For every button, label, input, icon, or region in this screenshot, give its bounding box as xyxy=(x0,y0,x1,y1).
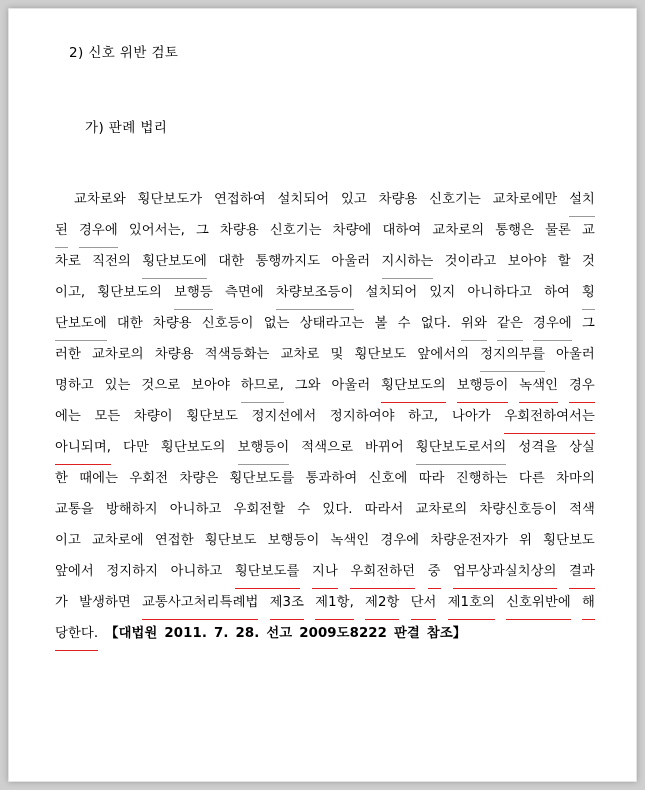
text-segment: 신호에 xyxy=(368,471,408,486)
text-segment: 경우 xyxy=(569,370,595,403)
text-segment: 경우에 xyxy=(380,533,420,548)
document-content xyxy=(55,31,595,649)
text-segment: 수 xyxy=(397,316,411,331)
text-segment: 아울러 xyxy=(331,254,371,269)
paragraph-line xyxy=(55,339,595,370)
text-segment: 연접한 xyxy=(154,533,194,548)
text-segment: 보행등이 xyxy=(238,432,290,465)
paragraph-line xyxy=(55,432,595,463)
text-segment: 보아야 xyxy=(191,378,230,393)
text-segment: 통행은 xyxy=(495,223,535,238)
text-segment: 상실 xyxy=(569,440,595,455)
paragraph-line xyxy=(55,215,595,246)
text-segment: 대한 xyxy=(116,316,143,331)
text-segment: 【대법원 xyxy=(105,626,158,641)
text-segment: 적색 xyxy=(569,502,595,517)
text-segment: 것으로 xyxy=(141,378,181,393)
text-segment: 정지하여야 xyxy=(329,409,395,424)
text-segment: 우회전 xyxy=(129,471,169,486)
text-segment: 것 xyxy=(581,254,595,269)
text-segment: 이고 xyxy=(55,533,81,548)
text-segment: 그와 xyxy=(294,378,321,393)
text-segment: 러한 xyxy=(55,347,81,362)
text-segment: 보행등이 xyxy=(267,533,320,548)
text-segment: 녹색인 xyxy=(519,370,558,403)
paragraph-line xyxy=(55,184,595,215)
text-segment: 교차로 xyxy=(280,347,320,362)
paragraph-line xyxy=(55,277,595,308)
text-segment: 다른 xyxy=(518,471,545,486)
text-segment: 따라 xyxy=(418,471,445,486)
text-segment: 아니하고 xyxy=(169,502,222,517)
text-segment: 우회전하여서는 xyxy=(504,401,595,434)
text-segment: 통과하여 xyxy=(305,471,358,486)
text-segment: 보행등 xyxy=(174,277,213,310)
text-segment: 차량용 xyxy=(154,347,194,362)
text-segment: 보행등이 xyxy=(457,370,509,403)
text-segment: 차마의 xyxy=(556,471,595,486)
text-segment: 해 xyxy=(582,587,595,620)
text-segment: 제1호의 xyxy=(448,587,495,620)
text-segment: 설치 xyxy=(569,184,595,217)
text-segment: 횡단보도 xyxy=(204,533,257,548)
text-segment: 상태라고는 xyxy=(299,316,365,331)
text-segment: 명하고 xyxy=(55,378,94,393)
text-segment: 없다. xyxy=(420,316,451,331)
text-segment: 신호위반에 xyxy=(506,587,571,620)
text-segment: 할 xyxy=(557,254,571,269)
text-segment: 단보도에 xyxy=(55,308,107,341)
text-segment: 횡단보도에 xyxy=(142,246,207,279)
text-segment: 우회전할 xyxy=(233,502,286,517)
text-segment: 업무상과실치상의 xyxy=(453,556,557,589)
paragraph-line xyxy=(55,370,595,401)
text-segment: 교 xyxy=(582,223,595,238)
text-segment: 단서 xyxy=(411,587,437,620)
text-segment: 그 xyxy=(581,316,595,331)
text-segment: 그 xyxy=(196,223,209,238)
text-segment: 설치되어 xyxy=(365,285,418,300)
paragraph-line xyxy=(55,556,595,587)
text-segment: 28. xyxy=(235,626,260,641)
text-segment: 연접하여 xyxy=(213,192,266,207)
text-segment: 차량이 xyxy=(133,409,173,424)
text-segment: 것이라고 xyxy=(444,254,497,269)
heading-section-number: 2) 신호 위반 검토 xyxy=(69,45,179,61)
text-segment: 된 xyxy=(55,215,68,248)
text-segment: 대하여 xyxy=(382,223,422,238)
paragraph-line xyxy=(55,246,595,277)
text-segment: 결과 xyxy=(569,556,595,589)
text-segment: 바뀌어 xyxy=(364,440,404,455)
text-segment: 당한다. xyxy=(55,618,98,651)
text-segment: 다만 xyxy=(123,440,149,455)
text-segment: 중 xyxy=(428,556,441,589)
text-segment: 횡단보도를 xyxy=(235,556,300,589)
text-segment: 적색등화는 xyxy=(204,347,270,362)
text-segment: 있어서는, xyxy=(128,223,185,238)
text-segment: 위 xyxy=(519,533,533,548)
text-segment: 적색으로 xyxy=(301,440,354,455)
text-segment: 및 xyxy=(330,347,344,362)
text-segment: 차량은 xyxy=(179,471,219,486)
paragraph-line xyxy=(55,463,595,494)
text-segment: 수 xyxy=(297,502,311,517)
text-segment: 횡단보도 xyxy=(186,409,239,424)
paragraph-line xyxy=(55,308,595,339)
text-segment: 하므로, xyxy=(241,370,284,403)
paragraph-line xyxy=(55,587,595,618)
text-segment: 차량보조등이 xyxy=(276,277,354,310)
paragraph-line xyxy=(55,525,595,556)
text-segment: 볼 xyxy=(374,316,388,331)
text-segment: 참조】 xyxy=(426,626,467,641)
text-segment: 없는 xyxy=(263,316,290,331)
text-segment: 에는 xyxy=(55,409,81,424)
text-segment: 교차로의 xyxy=(432,223,485,238)
text-segment: 2009도8222 xyxy=(299,626,387,641)
text-segment: 제1항, xyxy=(315,587,354,620)
text-segment: 나아가 xyxy=(451,409,491,424)
text-segment: 때에는 xyxy=(79,471,119,486)
paragraph-line xyxy=(55,618,595,649)
text-segment: 2011. xyxy=(164,626,207,641)
text-segment: 판결 xyxy=(394,626,420,641)
text-segment: 교차로에 xyxy=(91,533,144,548)
text-segment: 신호기는 xyxy=(269,223,322,238)
text-segment: 차량신호등이 xyxy=(479,502,558,517)
text-segment: 있고 xyxy=(340,192,367,207)
text-segment: 설치되어 xyxy=(277,192,330,207)
text-segment: 선고 xyxy=(266,626,293,641)
text-segment: 차량용 xyxy=(378,192,418,207)
paragraph-line xyxy=(55,494,595,525)
text-segment: 물론 xyxy=(545,223,571,238)
text-segment: 정지의무를 xyxy=(480,339,545,372)
text-segment: 횡단보도의 xyxy=(160,440,226,455)
text-segment: 하여 xyxy=(544,285,570,300)
text-segment: 교차로와 xyxy=(74,192,126,207)
text-segment: 성격을 xyxy=(518,440,558,455)
text-segment: 방해하지 xyxy=(105,502,158,517)
text-segment: 가 xyxy=(55,595,68,610)
text-segment: 지나 xyxy=(312,556,338,589)
text-segment: 우회전하던 xyxy=(350,556,415,589)
text-segment: 아울러 xyxy=(331,378,371,393)
text-segment: 보아야 xyxy=(507,254,547,269)
text-segment: 횡단보도의 xyxy=(381,370,446,403)
text-segment: 경우에 xyxy=(533,308,572,341)
document-page xyxy=(8,8,637,782)
text-segment: 차로 xyxy=(55,254,81,269)
text-segment: 대한 xyxy=(218,254,245,269)
text-segment: 신호기는 xyxy=(429,192,481,207)
text-segment: 앞에서 xyxy=(55,564,94,579)
text-segment: 따라서 xyxy=(364,502,404,517)
text-segment: 차량용 xyxy=(219,223,259,238)
text-segment: 횡 xyxy=(582,277,595,310)
text-segment: 있다. xyxy=(322,502,353,517)
paragraph-line xyxy=(55,401,595,432)
text-segment: 모든 xyxy=(94,409,121,424)
text-segment: 같은 xyxy=(497,308,523,341)
text-segment: 횡단보도가 xyxy=(137,192,203,207)
text-segment: 제3조 xyxy=(270,587,304,620)
text-segment: 발생하면 xyxy=(79,595,131,610)
text-segment: 아니되며, xyxy=(55,432,111,465)
text-segment: 횡단보도로서의 xyxy=(416,432,507,465)
text-segment: 진행하는 xyxy=(455,471,508,486)
text-segment: 차량운전자가 xyxy=(430,533,508,548)
text-segment: 제2항 xyxy=(365,587,399,620)
text-segment: 차량에 xyxy=(332,223,372,238)
text-segment: 한 xyxy=(55,471,68,486)
text-segment: 횡단보도 xyxy=(354,347,407,362)
text-segment: 아울러 xyxy=(556,347,595,362)
text-segment: 측면에 xyxy=(224,285,264,300)
text-segment: 신호등이 xyxy=(201,316,254,331)
text-segment: 하고, xyxy=(408,409,439,424)
text-segment: 교통사고처리특례법 xyxy=(142,587,259,620)
text-segment: 교차로의 xyxy=(415,502,468,517)
heading-subsection: 가) 판례 법리 xyxy=(85,120,168,136)
text-segment: 위와 xyxy=(461,308,487,341)
text-segment: 정지선에서 xyxy=(251,409,317,424)
text-segment: 직전의 xyxy=(92,254,131,269)
text-segment: 녹색인 xyxy=(330,533,370,548)
text-segment: 횡단보도 xyxy=(543,533,595,548)
body-paragraph xyxy=(55,184,595,649)
text-segment: 통행까지도 xyxy=(255,254,321,269)
text-segment: 교차로에만 xyxy=(492,192,558,207)
text-segment: 횡단보도의 xyxy=(97,285,162,300)
text-segment: 지시하는 xyxy=(382,246,434,279)
text-segment: 아니하다고 xyxy=(467,285,533,300)
text-segment: 경우에 xyxy=(79,215,118,248)
text-segment: 이고, xyxy=(55,285,86,300)
text-segment: 있지 xyxy=(429,285,456,300)
text-segment: 정지하지 xyxy=(106,564,159,579)
text-segment: 차량용 xyxy=(152,316,192,331)
text-segment: 교차로의 xyxy=(91,347,144,362)
text-segment: 7. xyxy=(213,626,229,641)
text-segment: 교통을 xyxy=(55,502,94,517)
text-segment: 있는 xyxy=(104,378,131,393)
text-segment: 아니하고 xyxy=(170,564,223,579)
text-segment: 횡단보도를 xyxy=(229,471,295,486)
text-segment: 앞에서의 xyxy=(417,347,470,362)
